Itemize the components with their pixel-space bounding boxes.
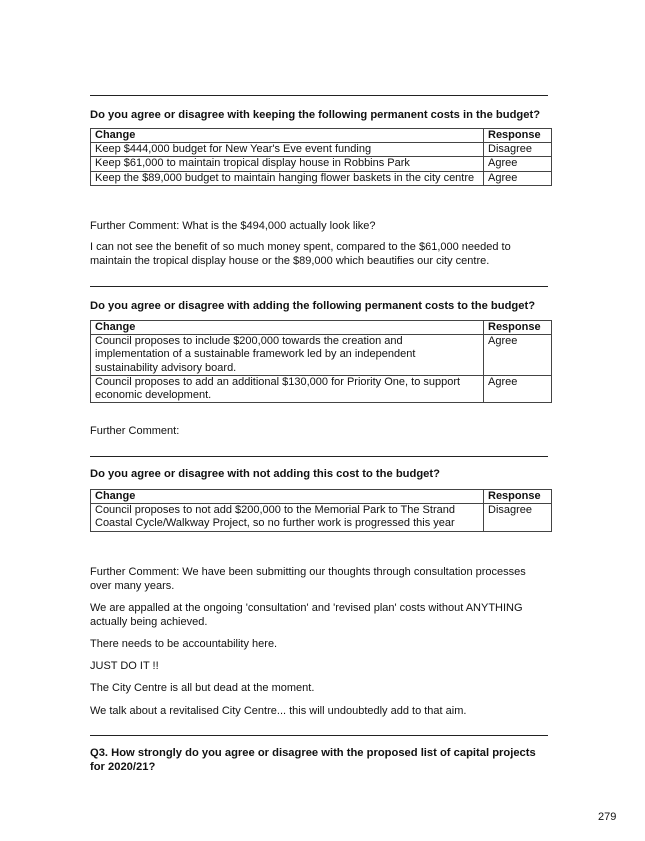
table-keep-costs: [90, 128, 552, 186]
table-add-costs: [90, 320, 552, 403]
further-comment: Further Comment: What is the $494,000 actually look like?: [90, 220, 376, 232]
section-divider: [90, 735, 548, 736]
change-cell: Council proposes to not add $200,000 to the Memorial Park to The Strand Coastal Cycle/Walkway Project, so no further work is progressed this year: [91, 504, 484, 531]
comment-paragraph: There needs to be accountability here.: [90, 638, 278, 650]
question-not-add-cost: Do you agree or disagree with not adding this cost to the budget?: [90, 468, 440, 480]
response-cell: Disagree: [484, 504, 552, 531]
question-add-costs: Do you agree or disagree with adding the following permanent costs to the budget?: [90, 300, 536, 312]
page-number: 279: [598, 811, 617, 823]
comment-paragraph: We talk about a revitalised City Centre... this will undoubtedly add to that aim.: [90, 705, 467, 717]
question-q3-capital-projects: Q3. How strongly do you agree or disagree with the proposed list of capital projects for 2020/21?: [90, 747, 536, 773]
table-header-row: [91, 490, 552, 504]
header-change: Change: [91, 129, 484, 143]
change-cell: Council proposes to include $200,000 towards the creation and implementation of a sustainable framework led by an independent sustainability advisory board.: [91, 335, 484, 376]
comment-paragraph: JUST DO IT !!: [90, 660, 159, 672]
section-divider: [90, 95, 548, 96]
table-row: [91, 375, 552, 402]
question-keep-costs: Do you agree or disagree with keeping the following permanent costs in the budget?: [90, 109, 541, 121]
change-cell: Keep $444,000 budget for New Year's Eve event funding: [91, 143, 484, 157]
table-header-row: [91, 321, 552, 335]
response-cell: Agree: [484, 335, 552, 376]
header-change: Change: [91, 490, 484, 504]
response-cell: Agree: [484, 171, 552, 185]
change-cell: Keep $61,000 to maintain tropical display house in Robbins Park: [91, 157, 484, 171]
header-response: Response: [484, 490, 552, 504]
comment-paragraph: I can not see the benefit of so much money spent, compared to the $61,000 needed to maintain the tropical display house or the $89,000 which beautifies our city centre.: [90, 241, 511, 267]
comment-paragraph: We are appalled at the ongoing 'consultation' and 'revised plan' costs without ANYTHING actually being achieved.: [90, 602, 523, 628]
header-response: Response: [484, 129, 552, 143]
response-cell: Agree: [484, 375, 552, 402]
table-header-row: [91, 129, 552, 143]
section-divider: [90, 286, 548, 287]
change-cell: Council proposes to add an additional $130,000 for Priority One, to support economic development.: [91, 375, 484, 402]
header-response: Response: [484, 321, 552, 335]
further-comment: Further Comment:: [90, 425, 180, 437]
table-row: [91, 171, 552, 185]
section-divider: [90, 456, 548, 457]
further-comment: Further Comment: We have been submitting our thoughts through consultation processes over many years.: [90, 566, 526, 592]
table-row: [91, 335, 552, 376]
table-row: [91, 157, 552, 171]
table-row: [91, 143, 552, 157]
header-change: Change: [91, 321, 484, 335]
response-cell: Agree: [484, 157, 552, 171]
table-row: [91, 504, 552, 531]
response-cell: Disagree: [484, 143, 552, 157]
table-not-add-cost: [90, 489, 552, 532]
change-cell: Keep the $89,000 budget to maintain hanging flower baskets in the city centre: [91, 171, 484, 185]
comment-paragraph: The City Centre is all but dead at the moment.: [90, 682, 315, 694]
